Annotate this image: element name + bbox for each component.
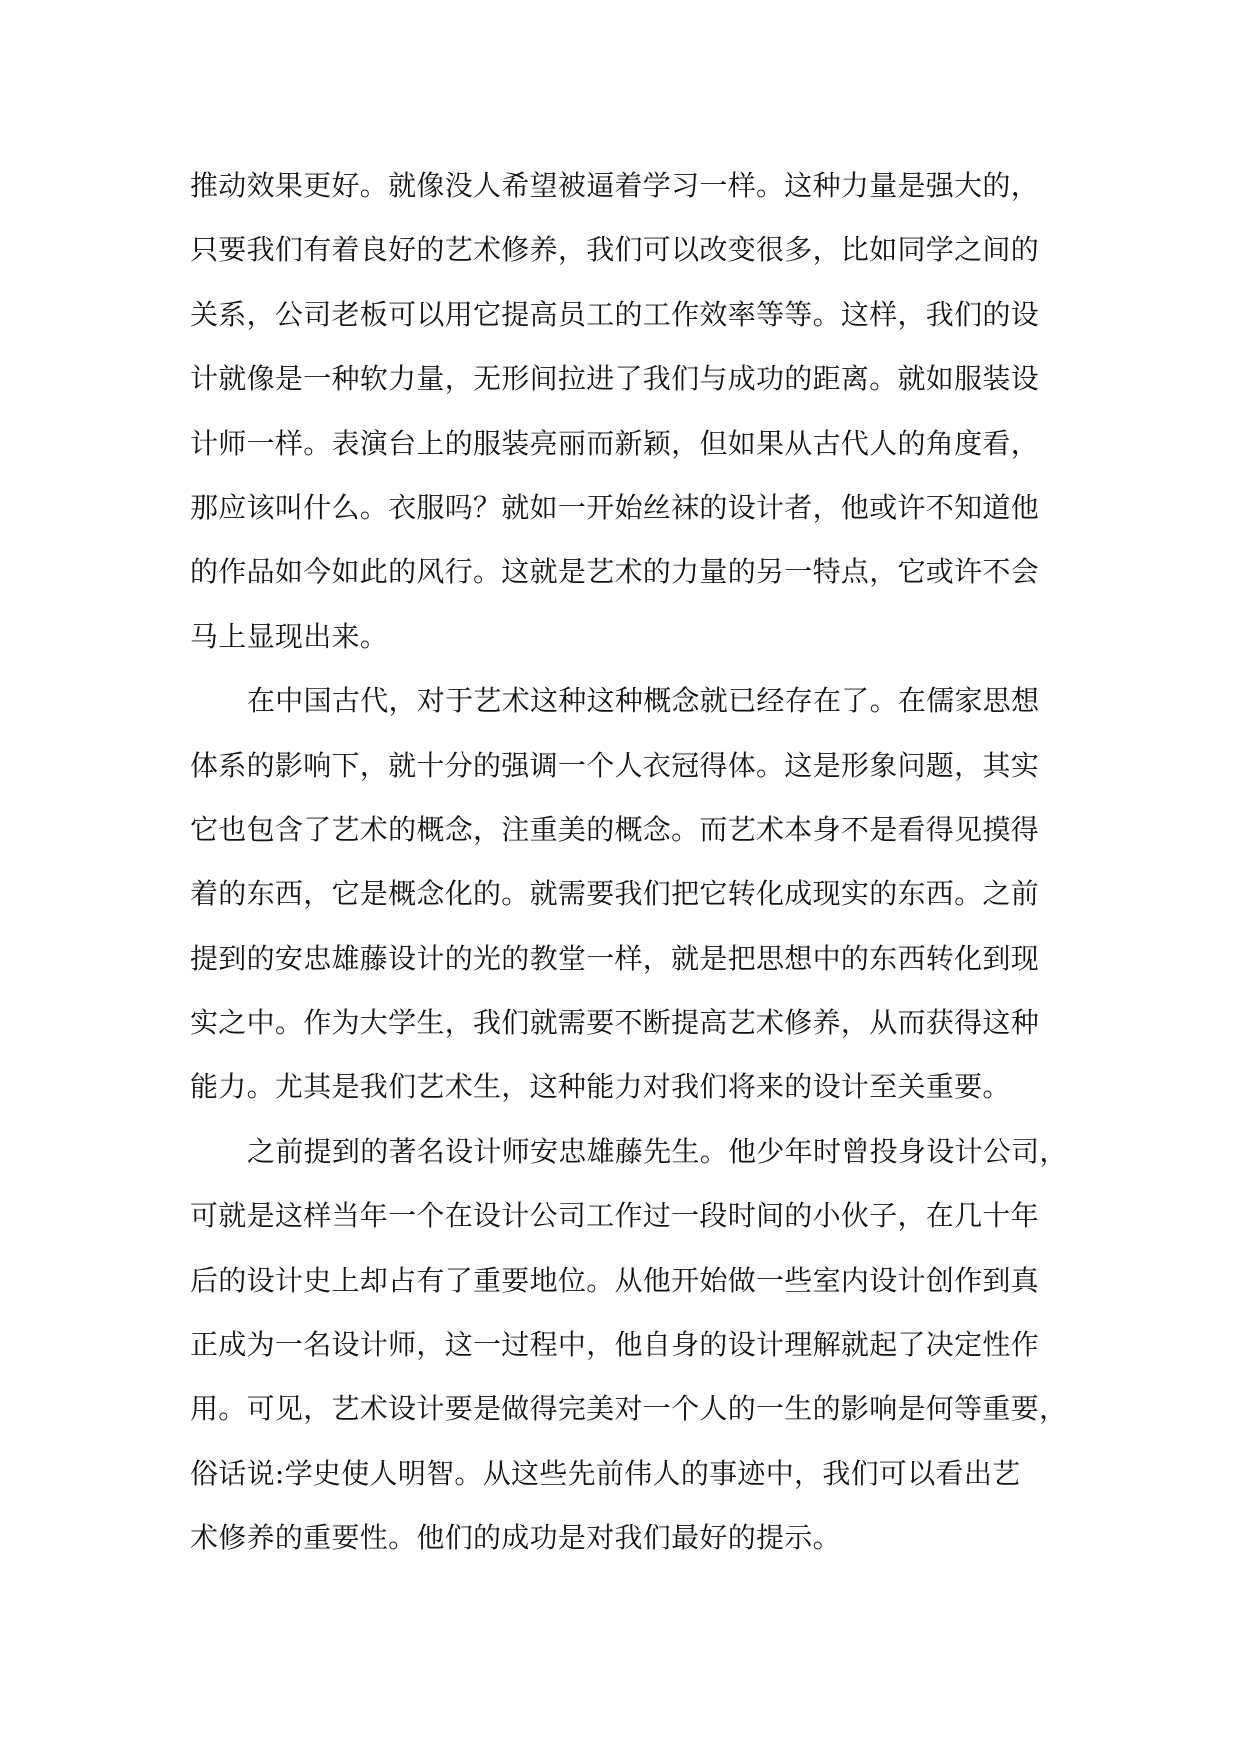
text-line: 能力。尤其是我们艺术生，这种能力对我们将来的设计至关重要。 <box>190 1070 1011 1104</box>
paragraph-1 <box>190 154 1060 669</box>
text-line: 可就是这样当年一个在设计公司工作过一段时间的小伙子，在几十年 <box>190 1199 1040 1233</box>
text-line: 后的设计史上却占有了重要地位。从他开始做一些室内设计创作到真 <box>190 1263 1040 1297</box>
text-line: 计师一样。表演台上的服装亮丽而新颖，但如果从古代人的角度看， <box>190 426 1040 460</box>
text-line: 在中国古代，对于艺术这种这种概念就已经存在了。在儒家思想 <box>247 684 1040 718</box>
text-line: 术修养的重要性。他们的成功是对我们最好的提示。 <box>190 1521 841 1555</box>
text-line: 的作品如今如此的风行。这就是艺术的力量的另一特点，它或许不会 <box>190 555 1040 589</box>
text-line: 用。可见，艺术设计要是做得完美对一个人的一生的影响是何等重要， <box>190 1392 1068 1426</box>
text-line: 马上显现出来。 <box>190 619 389 653</box>
paragraph-3 <box>190 1120 1068 1571</box>
text-line: 体系的影响下，就十分的强调一个人衣冠得体。这是形象问题，其实 <box>190 748 1040 782</box>
text-line: 着的东西，它是概念化的。就需要我们把它转化成现实的东西。之前 <box>190 877 1040 911</box>
text-line: 那应该叫什么。衣服吗？就如一开始丝袜的设计者，他或许不知道他 <box>190 490 1040 524</box>
paragraph-2 <box>190 669 1060 1120</box>
text-line: 提到的安忠雄藤设计的光的教堂一样，就是把思想中的东西转化到现 <box>190 941 1040 975</box>
text-line: 只要我们有着良好的艺术修养，我们可以改变很多，比如同学之间的 <box>190 233 1040 267</box>
text-line: 推动效果更好。就像没人希望被逼着学习一样。这种力量是强大的， <box>190 169 1040 202</box>
text-line: 计就像是一种软力量，无形间拉进了我们与成功的距离。就如服装设 <box>190 362 1040 396</box>
text-line: 正成为一名设计师，这一过程中，他自身的设计理解就起了决定性作 <box>190 1328 1040 1362</box>
text-line: 俗话说:学史使人明智。从这些先前伟人的事迹中，我们可以看出艺 <box>190 1456 1021 1490</box>
text-line: 关系，公司老板可以用它提高员工的工作效率等等。这样，我们的设 <box>190 297 1040 331</box>
text-line: 它也包含了艺术的概念，注重美的概念。而艺术本身不是看得见摸得 <box>190 812 1040 846</box>
text-line: 实之中。作为大学生，我们就需要不断提高艺术修养，从而获得这种 <box>190 1006 1040 1040</box>
body-text <box>190 154 1068 1571</box>
text-line: 之前提到的著名设计师安忠雄藤先生。他少年时曾投身设计公司， <box>247 1134 1068 1168</box>
